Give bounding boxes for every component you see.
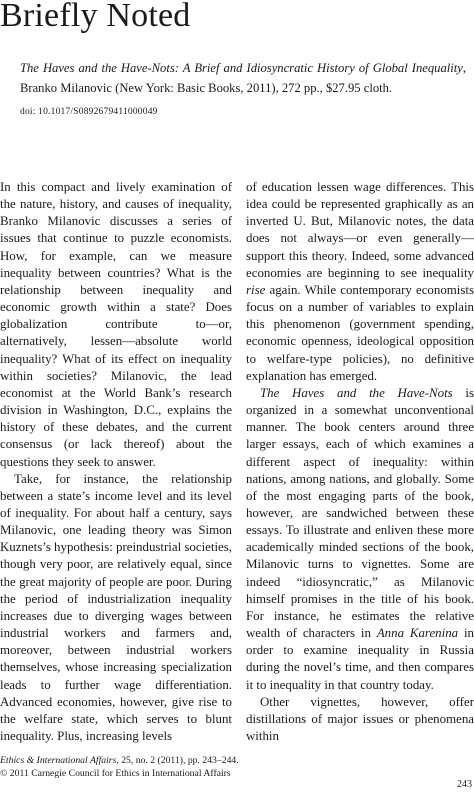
page-number: 243 xyxy=(457,779,472,790)
book-citation: , Branko Milanovic (New York: Basic Books, 2011), 272 pp., $27.95 cloth. xyxy=(20,61,466,95)
body-paragraph xyxy=(246,385,474,694)
book-title: The Haves and the Have-Nots: A Brief and Idiosyncratic History of Global Inequality xyxy=(20,61,463,75)
body-paragraph: Take, for instance, the relationship between a state’s income level and its level of inequality. For about half a century, says Milanovic, one leading theory was Simon Kuznets’s hypothesis: preindustrial societies, though very poor, are relatively equal, since the great majority of people are poor. During the period of industrialization inequality increases due to diverging wages between industrial workers and farmers and, moreover, between industrial workers themselves, whose increasing specialization leads to further wage differentiation. Advanced economies, however, give rise to the welfare state, which serves to blunt inequality. Plus, increasing levels xyxy=(0,471,232,743)
body-paragraph xyxy=(246,179,474,385)
body-text: in order to examine inequality in Russia during the novel’s time, and then compares it to inequality in that country today. xyxy=(246,626,474,692)
review-header xyxy=(20,59,466,98)
body-text: again. While contemporary economists focus on a number of variables to explain this phenomenon (government spending, economic openness, ideological opposition to welfare-type policies), no definitive explanation has emerged. xyxy=(246,282,474,383)
section-title: Briefly Noted xyxy=(0,0,191,34)
emphasis-text: rise xyxy=(246,282,266,297)
body-paragraph: Other vignettes, however, offer distillations of major issues or phenomena within xyxy=(246,694,474,743)
journal-issue: , 25, no. 2 (2011), pp. 243–244. xyxy=(116,755,239,766)
copyright-line: © 2011 Carnegie Council for Ethics in International Affairs xyxy=(0,767,231,779)
novel-title-inline: Anna Karenina xyxy=(376,626,459,641)
book-title-inline: The Haves and the Have-Nots xyxy=(260,385,453,400)
body-paragraph: In this compact and lively examination of the nature, history, and causes of inequality, Branko Milanovic discusses a series of issues that continue to puzzle economists. How, for example, can we measure inequality between countries? What is the relationship between inequality and economic growth within a state? Does globalization contribute to—or, alternatively, lessen—absolute world inequality? What of its effect on inequality within societies? Milanovic, the lead economist at the World Bank’s research division in Washington, D.C., explains the history of these debates, and the current consensus (or lack thereof) about the questions they seek to answer. xyxy=(0,180,232,469)
journal-citation xyxy=(0,755,239,768)
body-text: of education lessen wage differences. This idea could be represented graphically as an inverted U. But, Milanovic notes, the data does not always—or even generally—support this theory. Indeed, some advanced economies are beginning to see inequality xyxy=(246,180,474,280)
journal-name: Ethics & International Affairs xyxy=(0,755,117,766)
doi-link[interactable]: doi: 10.1017/S0892679411000049 xyxy=(20,107,158,117)
left-column xyxy=(0,179,232,745)
right-column xyxy=(246,179,474,745)
body-text: is organized in a somewhat unconventional manner. The book centers around three larger essays, each of which examines a different aspect of inequality: within nations, among nations, and globally. Some of the most engaging parts of the book, however, are sandwiched between these essays. To illustrate and enliven these more academically minded sections of the book, Milanovic turns to vignettes. Some are indeed “idiosyncratic,” as Milanovic himself promises in the title of his book. For instance, he estimates the relative wealth of characters in xyxy=(246,385,474,641)
page-footer xyxy=(0,755,239,780)
